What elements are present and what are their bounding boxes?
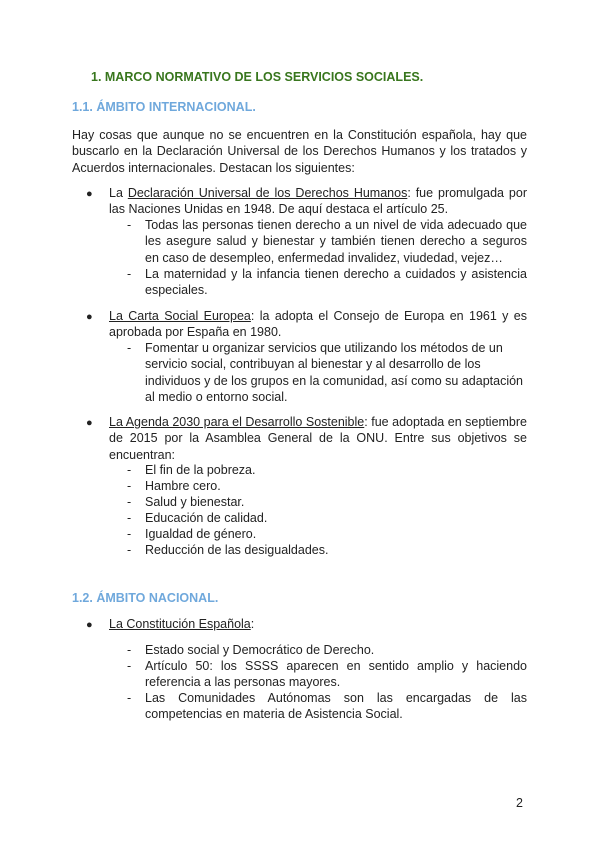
list-item-constitucion	[109, 616, 527, 632]
bullet-icon: ●	[86, 417, 93, 429]
dash-icon: -	[127, 218, 132, 232]
main-heading: 1. MARCO NORMATIVO DE LOS SERVICIOS SOCIALES.	[91, 70, 424, 84]
sub-item: La maternidad y la infancia tienen derecho a cuidados y asistencia especiales.	[145, 267, 527, 298]
dash-icon: -	[127, 659, 132, 673]
sub-item: Fomentar u organizar servicios que utilizando los métodos de un servicio social, contribuyan al bienestar y al desarrollo de los individuos y de los grupos en la comunidad, así como su adaptación al medio o entorno social.	[145, 341, 524, 404]
dash-icon: -	[127, 341, 132, 355]
sub-item: Salud y bienestar.	[145, 495, 245, 509]
declaracion-title: Declaración Universal de los Derechos Humanos	[127, 186, 408, 200]
section-heading-international: 1.1. ÁMBITO INTERNACIONAL.	[72, 100, 256, 114]
carta-social-title: La Carta Social Europea	[109, 309, 251, 323]
dash-icon: -	[127, 527, 132, 541]
item-text: : fue promulgada por las Naciones Unidas en 1948. De aquí destaca el artículo 25.	[109, 186, 527, 217]
constitucion-title: La Constitución Española	[109, 617, 251, 631]
intro-paragraph: Hay cosas que aunque no se encuentren en la Constitución española, hay que buscarlo en la Declaración Universal de los Derechos Humanos y los tratados y Acuerdos internacionales. Destacan los siguientes:	[72, 128, 527, 175]
section-heading-national: 1.2. ÁMBITO NACIONAL.	[72, 591, 219, 605]
dash-icon: -	[127, 495, 132, 509]
dash-icon: -	[127, 267, 132, 281]
item-text: :	[250, 617, 255, 631]
sub-item: Estado social y Democrático de Derecho.	[145, 643, 375, 657]
bullet-icon: ●	[86, 619, 93, 631]
dash-icon: -	[127, 691, 132, 705]
dash-icon: -	[127, 479, 132, 493]
list-item-carta-social	[109, 308, 527, 341]
dash-icon: -	[127, 543, 132, 557]
sub-item: El fin de la pobreza.	[145, 463, 256, 477]
dash-icon: -	[127, 643, 132, 657]
dash-icon: -	[127, 511, 132, 525]
sub-item: Educación de calidad.	[145, 511, 268, 525]
sub-item: Todas las personas tienen derecho a un nivel de vida adecuado que les asegure salud y bienestar y también tienen derecho a seguros en caso de desempleo, enfermedad invalidez, viudedad, vejez…	[145, 218, 527, 265]
sub-item: Artículo 50: los SSSS aparecen en sentido amplio y haciendo referencia a las personas mayores.	[145, 659, 527, 690]
list-item-agenda-2030	[109, 414, 527, 463]
sub-item: Reducción de las desigualdades.	[145, 543, 329, 557]
agenda-2030-title: La Agenda 2030 para el Desarrollo Sostenible	[109, 415, 365, 429]
item-text: : fue adoptada en septiembre de 2015 por la Asamblea General de la ONU. Entre sus objetivos se encuentran:	[109, 415, 527, 462]
sub-item: Hambre cero.	[145, 479, 221, 493]
item-prefix: La	[109, 186, 128, 200]
dash-icon: -	[127, 463, 132, 477]
list-item-declaracion	[109, 185, 527, 218]
sub-item: Igualdad de género.	[145, 527, 257, 541]
bullet-icon: ●	[86, 311, 93, 323]
page-number: 2	[516, 796, 523, 810]
bullet-icon: ●	[86, 188, 93, 200]
sub-item: Las Comunidades Autónomas son las encargadas de las competencias en materia de Asistencia Social.	[145, 691, 527, 722]
item-text: : la adopta el Consejo de Europa en 1961 y es aprobada por España en 1980.	[109, 309, 527, 340]
